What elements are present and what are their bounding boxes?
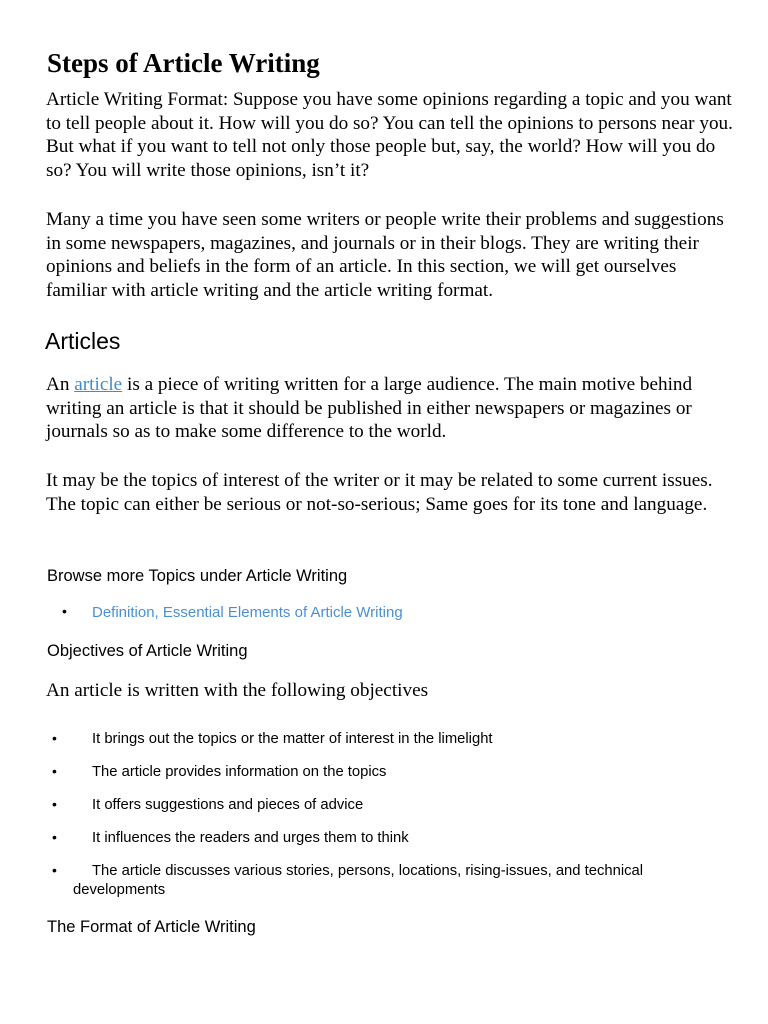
bullet-icon: • [52, 862, 57, 878]
browse-topic-link-definition[interactable]: Definition, Essential Elements of Article Writing [92, 604, 403, 621]
objective-item-text: The article provides information on the topics [92, 764, 387, 780]
list-item [45, 796, 735, 815]
bullet-icon: • [52, 796, 57, 812]
page-title: Steps of Article Writing [47, 48, 320, 78]
objective-item-text: It brings out the topics or the matter of interest in the limelight [92, 731, 493, 747]
bullet-icon: • [62, 603, 67, 619]
objective-item-text: It influences the readers and urges them to think [92, 830, 409, 846]
articles-paragraph-1-prefix: An [46, 374, 75, 395]
list-item [45, 862, 735, 900]
intro-paragraph-1: Article Writing Format: Suppose you have some opinions regarding a topic and you want to tell people about it. How will you do so? You can tell the opinions to persons near you. But what if you want to tell not only those people but, say, the world? How will you do so? You will write those opinions, isn’t it? [46, 89, 733, 181]
objectives-heading: Objectives of Article Writing [47, 642, 248, 660]
articles-paragraph-1 [46, 373, 736, 444]
format-heading: The Format of Article Writing [47, 918, 256, 936]
bullet-icon: • [52, 829, 57, 845]
article-link[interactable]: article [74, 374, 123, 395]
articles-paragraph-2: It may be the topics of interest of the writer or it may be related to some current issues. The topic can either be serious or not-so-serious; Same goes for its tone and language. [46, 470, 713, 515]
intro-paragraph-2: Many a time you have seen some writers or people write their problems and suggestions in some newspapers, magazines, and journals or in their blogs. They are writing their opinions and beliefs in the form of an article. In this section, we will get ourselves familiar with article writing and the article writing format. [46, 209, 724, 301]
articles-heading: Articles [45, 328, 121, 354]
list-item [45, 730, 735, 749]
list-item [45, 603, 735, 622]
objective-item-text: It offers suggestions and pieces of advice [92, 797, 364, 813]
articles-paragraph-1-suffix: is a piece of writing written for a large audience. The main motive behind writing an article is that it should be published in either newspapers or magazines or journals so as to make some difference to the world. [46, 374, 693, 442]
bullet-icon: • [52, 730, 57, 746]
objective-item-text: The article discusses various stories, persons, locations, rising-issues, and technical developments [73, 863, 644, 898]
bullet-icon: • [52, 763, 57, 779]
list-item [45, 829, 735, 848]
list-item [45, 763, 735, 782]
browse-topics-heading: Browse more Topics under Article Writing [47, 567, 348, 585]
objectives-intro: An article is written with the following objectives [46, 680, 429, 701]
